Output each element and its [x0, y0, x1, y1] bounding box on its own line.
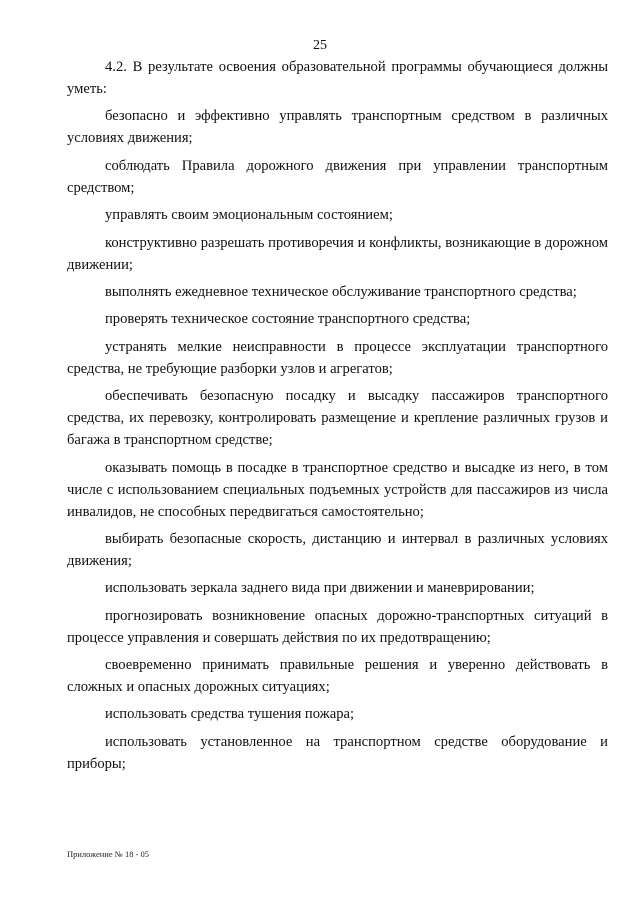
paragraph-skill-passenger-boarding: обеспечивать безопасную посадку и высадку пассажиров транспортного средства, их перевозку, контролировать размещение и крепление различных грузов и багажа в транспортном средстве; — [67, 388, 608, 449]
paragraph-skill-assist-disabled: оказывать помощь в посадке в транспортное средство и высадке из него, в том числе с использованием специальных подъемных устройств для пассажиров из числа инвалидов, не способных передвигаться самостоятельно; — [67, 459, 608, 520]
footer-appendix-label: Приложение № 18 - 05 — [67, 849, 150, 859]
paragraph-skill-emotional-state: управлять своим эмоциональным состоянием; — [105, 207, 393, 224]
paragraph-skill-predict-hazards: прогнозировать возникновение опасных дорожно-транспортных ситуаций в процессе управления и совершать действия по их предотвращению; — [67, 607, 608, 646]
paragraph-skill-daily-maintenance: выполнять ежедневное техническое обслуживание транспортного средства; — [105, 283, 577, 300]
paragraph-skill-safe-speed: выбирать безопасные скорость, дистанцию и интервал в различных условиях движения; — [67, 530, 608, 569]
paragraph-skill-use-equipment: использовать установленное на транспортном средстве оборудование и приборы; — [67, 733, 608, 772]
paragraph-skill-fire-extinguishing: использовать средства тушения пожара; — [105, 706, 355, 723]
page-number: 25 — [313, 38, 327, 53]
paragraph-skill-resolve-conflicts: конструктивно разрешать противоречия и конфликты, возникающие в дорожном движении; — [67, 234, 608, 273]
paragraph-skill-timely-decisions: своевременно принимать правильные решения и уверенно действовать в сложных и опасных дорожных ситуациях; — [67, 657, 608, 696]
paragraph-skill-check-condition: проверять техническое состояние транспортного средства; — [105, 311, 471, 328]
paragraph-section-heading: 4.2. В результате освоения образовательной программы обучающиеся должны уметь: — [67, 59, 608, 97]
paragraph-skill-drive-safely: безопасно и эффективно управлять транспортным средством в различных условиях движения; — [67, 108, 608, 147]
paragraph-skill-fix-faults: устранять мелкие неисправности в процессе эксплуатации транспортного средства, не требующие разборки узлов и агрегатов; — [67, 338, 608, 377]
paragraph-skill-traffic-rules: соблюдать Правила дорожного движения при управлении транспортным средством; — [67, 157, 608, 196]
document-body — [67, 56, 608, 780]
paragraph-skill-use-mirrors: использовать зеркала заднего вида при движении и маневрировании; — [105, 580, 535, 597]
